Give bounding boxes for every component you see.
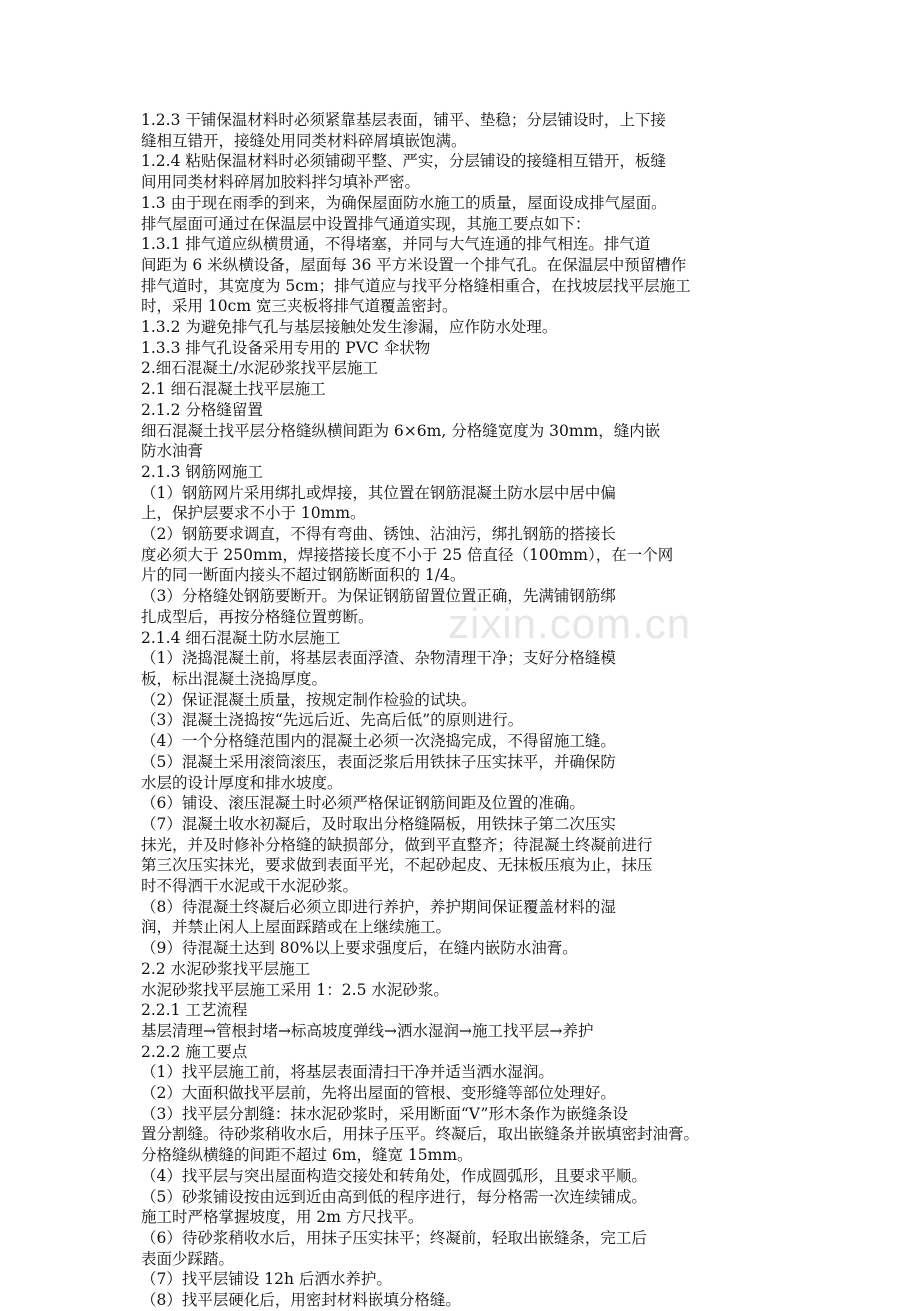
text-line: （7）混凝土收水初凝后，及时取出分格缝隔板，用铁抹子第二次压实	[141, 814, 616, 833]
text-line: （2）保证混凝土质量，按规定制作检验的试块。	[141, 690, 477, 709]
text-line: 1.3.3 排气孔设备采用专用的 PVC 伞状物	[141, 338, 431, 357]
text-line: 基层清理→管根封堵→标高坡度弹线→洒水湿润→施工找平层→养护	[141, 1021, 594, 1040]
text-line: 抹光，并及时修补分格缝的缺损部分，做到平直整齐；待混凝土终凝前进行	[141, 835, 653, 854]
text-line: 分格缝纵横缝的间距不超过 6m，缝宽 15mm。	[141, 1146, 473, 1165]
text-line: （8）待混凝土终凝后必须立即进行养护，养护期间保证覆盖材料的湿	[141, 897, 616, 916]
text-line: （4）找平层与突出屋面构造交接处和转角处，作成圆弧形，且要求平顺。	[141, 1166, 647, 1185]
text-line: （1）浇捣混凝土前，将基层表面浮渣、杂物清理干净；支好分格缝模	[141, 649, 616, 668]
text-line: 片的同一断面内接头不超过钢筋断面积的 1/4。	[141, 566, 466, 585]
text-line: 表面少踩踏。	[141, 1249, 235, 1268]
text-line: 扎成型后，再按分格缝位置剪断。	[141, 607, 374, 626]
text-line: 排气屋面可通过在保温层中设置排气通道实现，其施工要点如下：	[141, 214, 591, 233]
text-line: 度必须大于 250mm，焊接搭接长度不小于 25 倍直径（100mm），在一个网	[141, 545, 674, 564]
text-line: （3）分格缝处钢筋要断开。为保证钢筋留置位置正确，先满铺钢筋绑	[141, 587, 616, 606]
text-line: （2）钢筋要求调直，不得有弯曲、锈蚀、沾油污，绑扎钢筋的搭接长	[141, 525, 616, 544]
text-line: 置分割缝。待砂浆稍收水后，用抹子压平。终凝后，取出嵌缝条并嵌填密封油膏。	[141, 1125, 700, 1144]
text-line: 缝相互错开，接缝处用同类材料碎屑填嵌饱满。	[141, 131, 467, 150]
text-line: 2.1.3 钢筋网施工	[141, 462, 263, 481]
text-line: 润，并禁止闲人上屋面踩踏或在上继续施工。	[141, 918, 452, 937]
text-line: （1）钢筋网片采用绑扎或焊接，其位置在钢筋混凝土防水层中居中偏	[141, 483, 616, 502]
text-line: （3）找平层分割缝：抹水泥砂浆时，采用断面“V”形木条作为嵌缝条设	[141, 1104, 628, 1123]
text-line: 施工时严格掌握坡度，用 2m 方尺找平。	[141, 1208, 424, 1227]
text-line: （5）混凝土采用滚筒滚压，表面泛浆后用铁抹子压实抹平，并确保防	[141, 752, 616, 771]
text-line: 1.2.3 干铺保温材料时必须紧靠基层表面，铺平、垫稳；分层铺设时，上下接	[141, 111, 666, 129]
text-line: 细石混凝土找平层分格缝纵横间距为 6×6m, 分格缝宽度为 30mm，缝内嵌	[141, 421, 661, 440]
text-line: 2.1 细石混凝土找平层施工	[141, 380, 326, 399]
text-line: （6）铺设、滚压混凝土时必须严格保证钢筋间距及位置的准确。	[141, 794, 585, 813]
text-line: 2.细石混凝土/水泥砂浆找平层施工	[141, 359, 379, 378]
text-line: 2.2.1 工艺流程	[141, 1001, 248, 1020]
text-line: 时不得洒干水泥或干水泥砂浆。	[141, 877, 359, 896]
watermark-text: zixin.com.cn	[448, 600, 692, 647]
text-line: 1.3.1 排气道应纵横贯通，不得堵塞，并同与大气连通的排气相连。排气道	[141, 235, 651, 254]
text-line: （5）砂浆铺设按由远到近由高到低的程序进行，每分格需一次连续铺成。	[141, 1187, 647, 1206]
text-line: 水泥砂浆找平层施工采用 1：2.5 水泥砂浆。	[141, 980, 449, 999]
text-line: 1.3.2 为避免排气孔与基层接触处发生渗漏，应作防水处理。	[141, 318, 558, 337]
text-line: （9）待混凝土达到 80%以上要求强度后，在缝内嵌防水油膏。	[141, 939, 578, 958]
text-line: （2）大面积做找平层前，先将出屋面的管根、变形缝等部位处理好。	[141, 1084, 616, 1103]
text-line: （8）找平层硬化后，用密封材料嵌填分格缝。	[141, 1291, 461, 1310]
text-line: （3）混凝土浇捣按“先远后近、先高后低”的原则进行。	[141, 711, 524, 730]
text-line: 时，采用 10cm 宽三夹板将排气道覆盖密封。	[141, 297, 458, 316]
text-line: （6）待砂浆稍收水后，用抹子压实抹平；终凝前，轻取出嵌缝条，完工后	[141, 1228, 647, 1247]
text-line: 间用同类材料碎屑加胶料拌匀填补严密。	[141, 173, 421, 192]
text-line: 防水油膏	[141, 442, 204, 461]
text-line: 2.1.4 细石混凝土防水层施工	[141, 628, 341, 647]
text-line: 板，标出混凝土浇捣厚度。	[141, 669, 328, 688]
text-line: 第三次压实抹光，要求做到表面平光，不起砂起皮、无抹板压痕为止，抹压	[141, 856, 653, 875]
text-line: （1）找平层施工前，将基层表面清扫干净并适当洒水湿润。	[141, 1063, 554, 1082]
document-body	[141, 110, 781, 1311]
text-line: （7）找平层铺设 12h 后洒水养护。	[141, 1270, 392, 1289]
text-line: 间距为 6 米纵横设备，屋面每 36 平方米设置一个排气孔。在保温层中预留槽作	[141, 255, 687, 274]
text-line: 水层的设计厚度和排水坡度。	[141, 773, 343, 792]
text-line: 1.2.4 粘贴保温材料时必须铺砌平整、严实，分层铺设的接缝相互错开，板缝	[141, 152, 666, 171]
text-line: 2.2 水泥砂浆找平层施工	[141, 959, 311, 978]
text-line: （4）一个分格缝范围内的混凝土必须一次浇捣完成，不得留施工缝。	[141, 732, 616, 751]
text-line: 2.2.2 施工要点	[141, 1042, 248, 1061]
text-line: 2.1.2 分格缝留置	[141, 400, 263, 419]
text-line: 1.3 由于现在雨季的到来，为确保屋面防水施工的质量，屋面设成排气屋面。	[141, 193, 667, 212]
text-line: 上，保护层要求不小于 10mm。	[141, 504, 366, 523]
text-line: 排气道时，其宽度为 5cm；排气道应与找平分格缝相重合，在找坡层找平层施工	[141, 276, 691, 295]
